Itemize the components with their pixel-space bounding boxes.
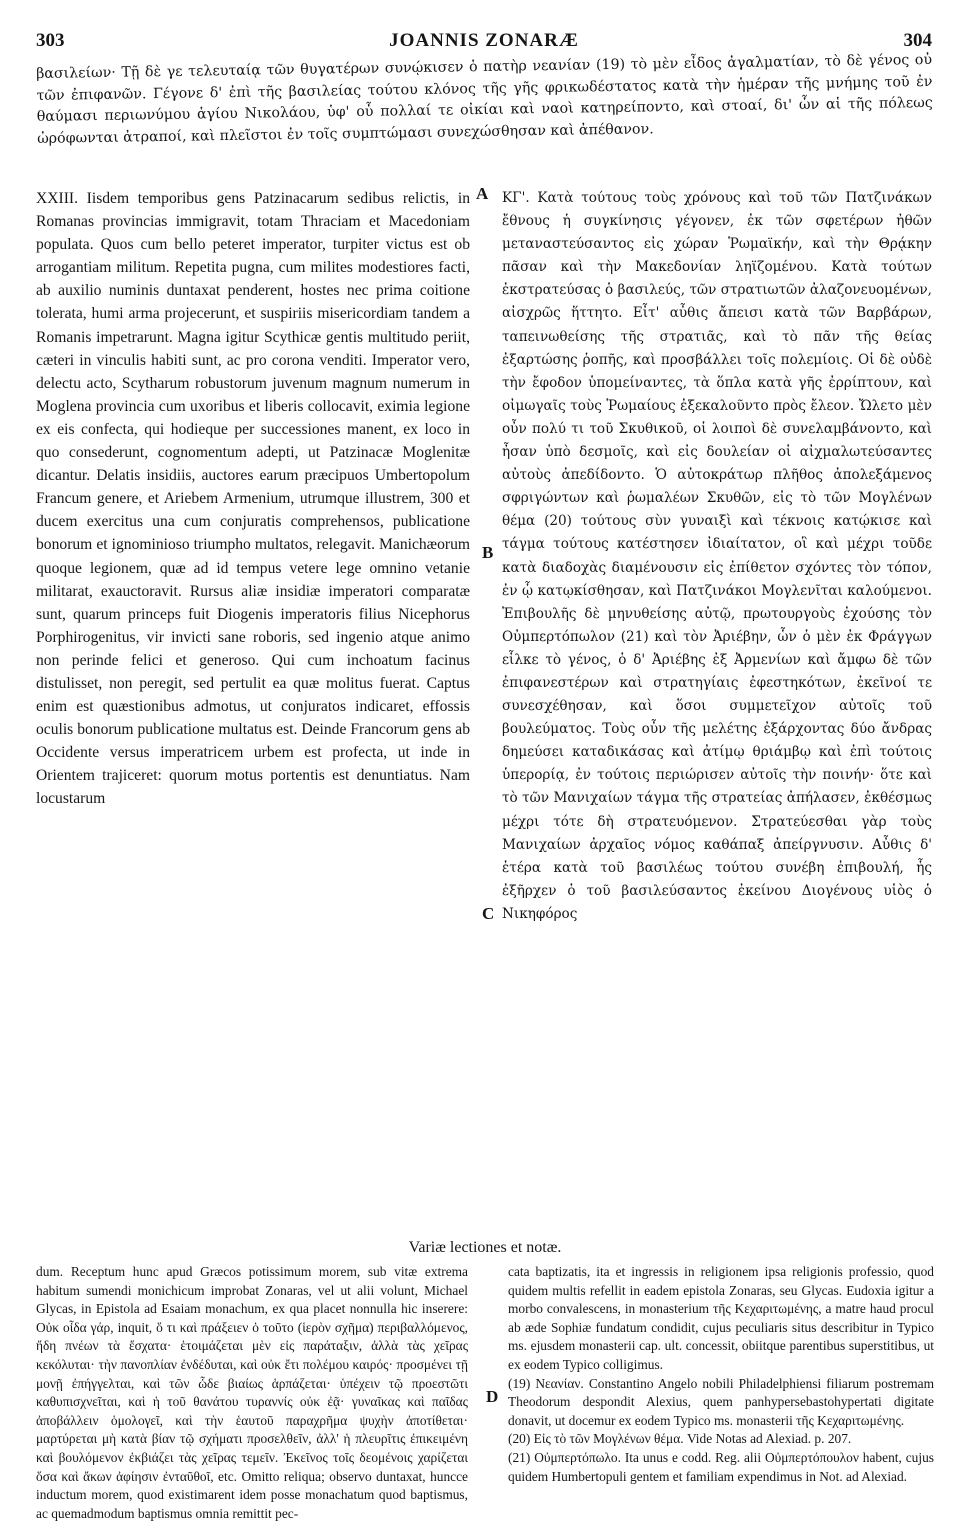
notes-right-column <box>508 1263 934 1486</box>
section-marker-a: A <box>476 184 489 203</box>
greek-paragraph: ΚΓ'. Κατὰ τούτους τοὺς χρόνους καὶ τοῦ τῶν Πατζινάκων ἔθνους ἡ συγκίνησις γέγονεν, ἐκ τῶν σφετέρων ἠθῶν μεταναστεύσαντος εἰς χώραν Ῥωμαϊκήν, καὶ τὴν Θρᾴκην πᾶσαν καὶ τὴν Μακεδονίαν ληϊζομένου. Κατὰ τούτων ἐκστρατεύσας ὁ βασιλεύς, τῶν στρατιωτῶν ἀλαζονευομένων, αἰσχρῶς ἥττητο. Εἶτ' αὖθις ἄπεισι κατὰ τῶν Βαρβάρων, ταπεινωθείσης τῆς στρατιᾶς, καὶ τὸ πᾶν τῆς θείας ἐξαρτώσης ῥοπῆς, καὶ προσβάλλει τοῖς πολεμίοις. Οἱ δὲ οὐδὲ τὴν ἔφοδον ὑπομείναντες, τὰ ὅπλα κατὰ γῆς ἐρρίπτουν, καὶ οἰμωγαῖς τοὺς Ῥωμαίους ἐξεκαλοῦντο πρὸς ἔλεον. Ὤλετο μὲν οὖν πολύ τι τοῦ Σκυθικοῦ, οἱ λοιποὶ δὲ συνελαμβάνοντο, καὶ ἦσαν ὑπὸ δεσμοῖς, καὶ εἰς δουλείαν οἱ αἰχμαλωτεύσαντες αὐτοὺς ἀπεδίδοντο. Ὁ αὐτοκράτωρ πλῆθος ἀπολεξάμενος σφριγώντων καὶ ῥωμαλέων Σκυθῶν, εἰς τὸ τῶν Μογλένων θέμα (20) τούτους σὺν γυναιξὶ καὶ τέκνοις κατῴκισε καὶ τάγμα τούτους κατέστησεν ἰδιαίτατον, οἳ καὶ μέχρι τοῦδε κατὰ διαδοχὰς διαμένουσιν εἰς ἐπίθετον σχόντες τὸν τόπον, ἐν ᾧ κατῳκίσθησαν, καὶ Πατζινάκοι Μογλενῖται καλούμενοι. Ἐπιβουλῆς δὲ μηνυθείσης αὐτῷ, πρωτουργοὺς ἐχούσης τὸν Οὐμπερτόπωλον (21) καὶ τὸν Ἀριέβην, ὧν ὁ μὲν ἐκ Φράγγων εἷλκε τὸ γένος, ὁ δ' Ἀριέβης ἐξ Ἀρμενίων καὶ ἄμφω δὲ τῶν ἐπιφανεστέρων καὶ στρατηγίαις ἐφεστηκότων, ἐκεῖνοί τε συνεσχέθησαν, καὶ ὅσοι συμμετεῖχον αὐτοῖς τοῦ βουλεύματος. Τοὺς οὖν τῆς μελέτης ἐξάρχοντας δύο ἄνδρας δημεύσει καταδικάσας καὶ ἀτίμῳ θριάμβῳ καὶ ἐπὶ τούτοις ὑπερορίᾳ, ἐν τούτοις περιώρισεν αὐτοῖς τὴν ποινήν· ὅτε καὶ τὸ τῶν Μανιχαίων τάγμα τῆς στρατείας ἀπήλασεν, ἐκθέσμως μέχρι τότε δὴ στρατευόμενον. Στρατεύεσθαι γὰρ τοὺς Μανιχαίων ἀρχαῖος νόμος καθάπαξ ἀπείργνυσιν. Αὖθις δ' ἑτέρα κατὰ τοῦ βασιλέως τούτου συνέβη ἐπιβουλή, ἧς ἐξῆρχεν ὁ τοῦ βασιλεύσαντος ἐκείνου Διογένους υἱὸς ὁ Νικηφόρος <box>502 190 932 922</box>
note-19: (19) Νεανίαν. Constantino Angelo nobili Philadelphiensi filiarum postremam Theodorum despondit Alexius, quem panhypersebastohypertati digitate donavit, ut docemur ex eodem Typico ms. monasterii τῆς Κεχαριτωμένης. <box>508 1375 934 1428</box>
intro-greek-paragraph: βασιλείων· Τῇ δὲ γε τελευταίᾳ τῶν θυγατέρων συνῴκισεν ὁ πατὴρ νεανίαν (19) τὸ μὲν εἶδος ἀγαλματίαν, τὸ δὲ γένος οὐ τῶν ἐπιφανῶν. Γέγονε δ' ἐπὶ τῆς βασιλείας τούτου κλόνος τῆς γῆς φρικωδέστατος κατὰ τὴν ἡμέραν τῆς μνήμης τοῦ ἐν θαύμασι περιωνύμου ἁγίου Νικολάου, ὑφ' οὗ πολλαί τε οἰκίαι καὶ ναοὶ κατηρείποντο, καὶ στοαί, δι' ὧν αἱ τῆς πόλεως ὠρόφωνται ἀτραποί, καὶ πλεῖστοι ἐν τοῖς συμπτώμασι συνεχώσθησαν καὶ ἀπέθανον. <box>36 51 933 147</box>
section-marker-d: D <box>486 1387 499 1406</box>
notes-title: Variæ lectiones et notæ. <box>408 1239 562 1256</box>
running-head: JOANNIS ZONARÆ <box>389 30 579 51</box>
section-marker-c: C <box>482 904 495 923</box>
notes-left-column <box>36 1263 468 1523</box>
note-paragraph: cata baptizatis, ita et ingressis in religionem ipsa religionis professio, quod quidem multis refellit in eadem epistola Zonaras, seu Glycas. Eudoxia igitur a morbo convalescens, in monasterium τῆς Κεχαριτωμένης, a matre haud procul ab æde Sophiæ fundatum condidit, cujus peculiaris situs describitur in Typico ms. ejusdem monasterii cap. ult. concessit, obiitque parentibus superstitibus, ut ex eodem Typico colligimus. <box>508 1264 934 1372</box>
page-number-right: 304 <box>903 30 932 51</box>
note-paragraph: dum. Receptum hunc apud Græcos potissimum morem, sub vitæ extrema habitum sumendi monichicum improbat Zonaras, vel ut alii volunt, Michael Glycas, in Epistola ad Esaiam monachum, ex qua placet nonnulla hic inserere: Οὐκ οἶδα γάρ, inquit, ὅ τι καὶ πράξειεν ὁ τοῦτο (ἱερὸν σχῆμα) περιβαλλόμενος, ἤδη πνέων τὰ ἔσχατα· ἑτοιμάζεται μὲν εἰς παράταξιν, ἀλλὰ τὰς χεῖρας κεκόλυται· τὴν πανοπλίαν ἐνδέδυται, καὶ οὐκ ἔτι πολέμου καιρός· προσμένει τῇ μονῇ ἐπήγγελται, καὶ τῶν ὧδε βιαίως ἁρπάζεται· ὑπέχειν τῷ προεστῶτι καθυπισχνεῖται, καὶ ἡ τοῦ θανάτου τυραννίς οὐκ ἐᾷ· γυναῖκας καὶ παῖδας ἀποβάλλειν ὁμολογεῖ, καὶ τὴν ἑαυτοῦ παραχρῆμα ψυχὴν ἀποτίθεται· μαρτύρεται μὴ κατὰ βίαν τῷ σχήματι προσελθεῖν, ἀλλ' ἡ πλευρῖτις ἐπικειμένη καὶ βουλόμενον ἐκβιάζει τὰς χεῖρας τεμεῖν. Ἐκεῖνος τοῖς δεομένοις χαρίζεται ὅσα καὶ ἄκων ἀφίησιν ἐνταῦθοῖ, etc. Omitto reliqua; observo duntaxat, huncce inductum morem, quod existimarent idem posse monachatum quod baptismus, ac quemadmodum baptismus omnia remittit pec- <box>36 1264 468 1521</box>
greek-column <box>502 187 932 926</box>
note-21: (21) Οὐμπερτόπωλο. Ita unus e codd. Reg. alii Οὐμπερτόπουλον habent, cujus quidem Humbertopuli gentem et familiam expendimus in Not. ad Alexiad. <box>508 1449 934 1484</box>
latin-column <box>36 187 470 811</box>
note-20: (20) Εἰς τὸ τῶν Μογλένων θέμα. Vide Notas ad Alexiad. p. 207. <box>508 1431 852 1447</box>
page-number-left: 303 <box>36 30 65 51</box>
latin-paragraph: XXIII. Iisdem temporibus gens Patzinacarum sedibus relictis, in Romanas provincias immigravit, totam Thraciam et Macedoniam populata. Quos cum bello peteret imperator, turpiter victus est ob arrogantiam militum. Repetita pugna, cum milites modestiores facti, ab auxilio numinis duntaxat penderent, hostes nec prima coitione tolerata, humi arma projecerunt, et suspiriis misericordiam tandem a Romanis impetrarunt. Magna igitur Scythicæ gentis multitudo periit, cæteri in vinculis habiti sunt, ac pro corona venditi. Imperator vero, delectu acto, Scytharum robustorum juvenum magnum numerum in Moglena provincia cum uxoribus et liberis collocavit, eximia legione ex eis confecta, qui hodieque per successiones manent, ex loco in quo consederunt, cognomentum adepti, ut Patzinacæ Moglenitæ dicantur. Delatis insidiis, auctores earum præcipuos Umbertopolum Francum genere, et Ariebem Armenium, utrumque illustrem, 300 et ducem exercitus una cum conjuratis comprehensos, publicatione bonorum et ignominioso triumpho multatos, relegavit. Manichæorum quoque legionem, quæ ad id tempus vetere lege omnino vetanie militarat, exauctoravit. Rursus aliæ insidiæ imperatori comparatæ sunt, quarum princeps fuit Diogenis imperatoris filius Nicephorus Porphirogenitus, vir invicti sane roboris, sed ingenio atque animo non perinde felici et generoso. Qui cum inchoatum facinus distulisset, non peregit, sed pertulit ea quæ molitus fuerat. Captus enim est quæstionibus admotus, ut conjuratos indicaret, effossis oculis bonorum publicatione multatus est. Deinde Francorum gens ab Occidente versus imperatricem urbem est profecta, ut inde in Orientem trajiceret: quorum motus portentis est denuntiatus. Nam locustarum <box>36 190 470 808</box>
section-marker-b: B <box>482 543 494 562</box>
